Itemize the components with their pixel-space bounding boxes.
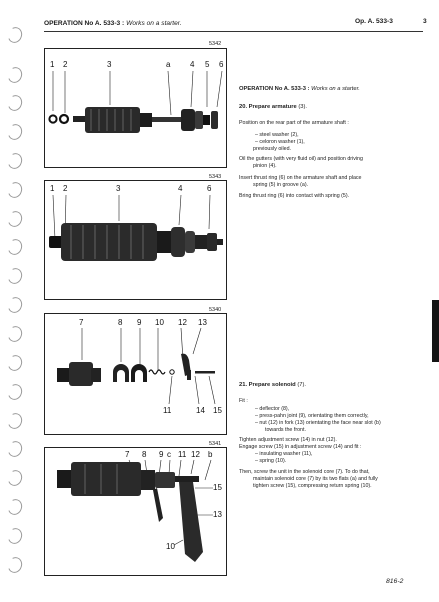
section-21-title: 21. Prepare solenoid [239, 382, 296, 388]
callout: a [166, 60, 171, 69]
binder-hole [6, 122, 25, 142]
header-rule [44, 31, 423, 32]
figure-solenoid-assembled [44, 447, 227, 576]
text-line: maintain solenoid core (7) by its two flats (a) and fully [253, 476, 378, 482]
text-line: – spring (10). [255, 458, 287, 464]
solenoid-exploded-drawing [45, 314, 226, 434]
section-20-heading [239, 104, 307, 111]
text-line: previously oiled. [253, 146, 291, 152]
binder-hole [6, 266, 25, 286]
callout: 14 [196, 406, 205, 415]
text-line: – steel washer (2), [255, 132, 299, 138]
text-line: Bring thrust ring (6) into contact with spring (5). [239, 193, 350, 199]
text-line: pinion (4). [253, 163, 277, 169]
armature-assembled-drawing [45, 181, 226, 299]
figure-number: 5342 [209, 41, 222, 47]
op-title-italic: Works on a starter. [311, 86, 360, 92]
binder-hole [6, 497, 25, 517]
callout: 3 [116, 184, 121, 193]
callout: 7 [79, 318, 84, 327]
text-line: – press-pahn joint (9), orientating them correctly, [255, 413, 369, 419]
binder-hole [6, 93, 25, 113]
text-line: spring (5) in groove (a). [253, 182, 309, 188]
binder-hole [6, 237, 25, 257]
section-20-title: 20. Prepare armature [239, 104, 297, 110]
text-line: tighten screw (15), compressing return spring (10). [253, 483, 372, 489]
callout: 15 [213, 483, 222, 492]
callout: 11 [163, 406, 172, 415]
callout: c [167, 450, 171, 459]
section-21-heading [239, 382, 306, 389]
binder-hole [6, 151, 25, 171]
callout: 7 [125, 450, 130, 459]
callout: 13 [213, 510, 222, 519]
text-line: Engage screw (15) in adjustment screw (14) and fit : [239, 444, 362, 450]
callout: 12 [191, 450, 200, 459]
callout: 1 [50, 60, 55, 69]
binder-hole [6, 468, 25, 488]
binder-hole [6, 295, 25, 315]
text-line: Fit : [239, 398, 248, 404]
binder-hole [6, 353, 25, 373]
page-footer-ref: 816-2 [386, 578, 404, 585]
figure-armature-parts [44, 48, 227, 168]
page-header-title [44, 20, 182, 27]
binder-hole [6, 180, 25, 200]
callout: 10 [155, 318, 164, 327]
operation-subtitle: Works on a starter. [126, 20, 182, 27]
callout: 12 [178, 318, 187, 327]
callout: 15 [213, 406, 222, 415]
binder-hole [6, 439, 25, 459]
callout: 4 [190, 60, 195, 69]
binder-hole [6, 25, 25, 45]
op-title-bold: OPERATION No A. 533-3 : [239, 86, 310, 92]
solenoid-assembled-drawing [45, 448, 226, 575]
text-line: – insulating washer (11), [255, 451, 313, 457]
figure-number: 5343 [209, 174, 222, 180]
page-number: 3 [423, 18, 427, 25]
op-title [239, 86, 360, 93]
text-line: Tighten adjustment screw (14) in nut (12). [239, 437, 337, 443]
section-21-ref: (7). [297, 382, 307, 388]
text-line: – celoron washer (1), [255, 139, 305, 145]
figure-number: 5340 [209, 307, 222, 313]
binder-hole [6, 411, 25, 431]
text-line: Insert thrust ring (6) on the armature shaft and place [239, 175, 362, 181]
callout: 5 [205, 60, 210, 69]
text-line: towards the front. [265, 427, 306, 433]
callout: 3 [107, 60, 112, 69]
figure-number: 5341 [209, 441, 222, 447]
armature-exploded-drawing [45, 49, 226, 167]
text-line: Position on the rear part of the armature shaft : [239, 120, 349, 126]
figure-armature-assembled [44, 180, 227, 300]
binder-hole [6, 324, 25, 344]
text-line: – deflector (8), [255, 406, 290, 412]
callout: 4 [178, 184, 183, 193]
binder-hole [6, 65, 25, 85]
section-tab-marker [432, 300, 439, 362]
callout: 1 [50, 184, 55, 193]
section-20-ref: (3). [298, 104, 308, 110]
op-code: Op. A. 533-3 [355, 18, 393, 25]
callout: 10 [166, 542, 175, 551]
callout: 9 [137, 318, 142, 327]
operation-label: OPERATION No A. 533-3 : [44, 20, 125, 27]
callout: 9 [159, 450, 164, 459]
callout: 2 [63, 60, 68, 69]
figure-solenoid-parts [44, 313, 227, 435]
binder-hole [6, 526, 25, 546]
binder-hole [6, 382, 25, 402]
callout: 8 [142, 450, 147, 459]
callout: b [208, 450, 213, 459]
callout: 6 [219, 60, 224, 69]
text-line: – nut (12) in fork (13) orientating the face near slot (b) [255, 420, 381, 426]
binder-hole [6, 209, 25, 229]
callout: 13 [198, 318, 207, 327]
callout: 11 [178, 450, 187, 459]
binder-hole [6, 555, 25, 575]
text-line: Oil the gutters (with very fluid oil) and position driving [239, 156, 363, 162]
text-line: Then, screw the unit in the solenoid core (7). To do that, [239, 469, 370, 475]
callout: 6 [207, 184, 212, 193]
callout: 8 [118, 318, 123, 327]
callout: 2 [63, 184, 68, 193]
